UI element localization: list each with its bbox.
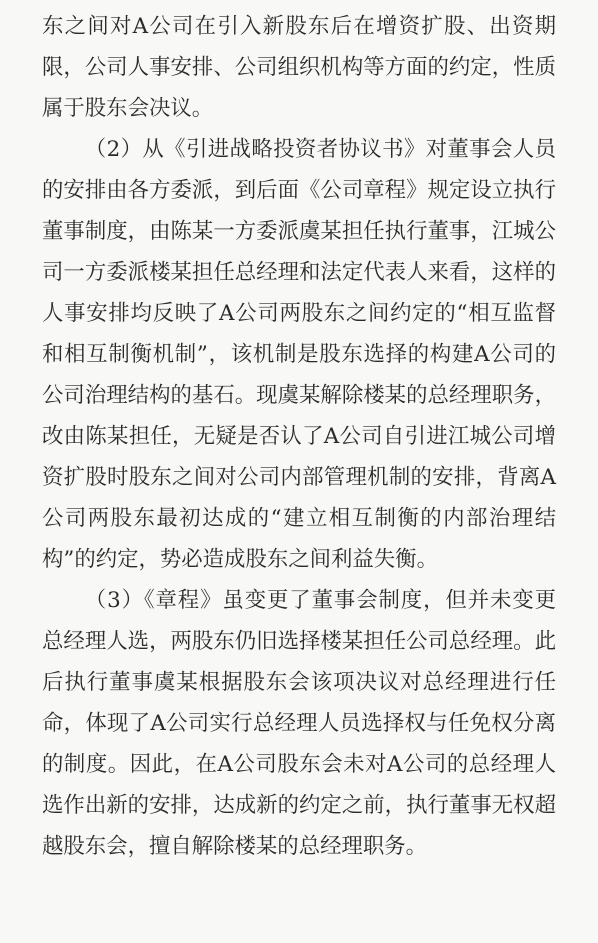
paragraph-continuation: 东之间对A公司在引入新股东后在增资扩股、出资期限，公司人事安排、公司组织机构等方面的约定，性质属于股东会决议。	[42, 14, 556, 121]
document-body	[42, 0, 556, 867]
paragraph-point-2: （2）从《引进战略投资者协议书》对董事会人员的安排由各方委派，到后面《公司章程》规定设立执行董事制度，由陈某一方委派虞某担任执行董事，江城公司一方委派楼某担任总经理和法定代表人来看，这样的人事安排均反映了A公司两股东之间约定的“相互监督和相互制衡机制”，该机制是股东选择的构建A公司的公司治理结构的基石。现虞某解除楼某的总经理职务，改由陈某担任，无疑是否认了A公司自引进江城公司增资扩股时股东之间对公司内部管理机制的安排，背离A公司两股东最初达成的“建立相互制衡的内部治理结构”的约定，势必造成股东之间利益失衡。	[42, 137, 556, 572]
paragraph-point-3: （3）《章程》虽变更了董事会制度，但并未变更总经理人选，两股东仍旧选择楼某担任公司总经理。此后执行董事虞某根据股东会该项决议对总经理进行任命，体现了A公司实行总经理人员选择权与任免权分离的制度。因此，在A公司股东会未对A公司的总经理人选作出新的安排，达成新的约定之前，执行董事无权超越股东会，擅自解除楼某的总经理职务。	[42, 588, 556, 859]
